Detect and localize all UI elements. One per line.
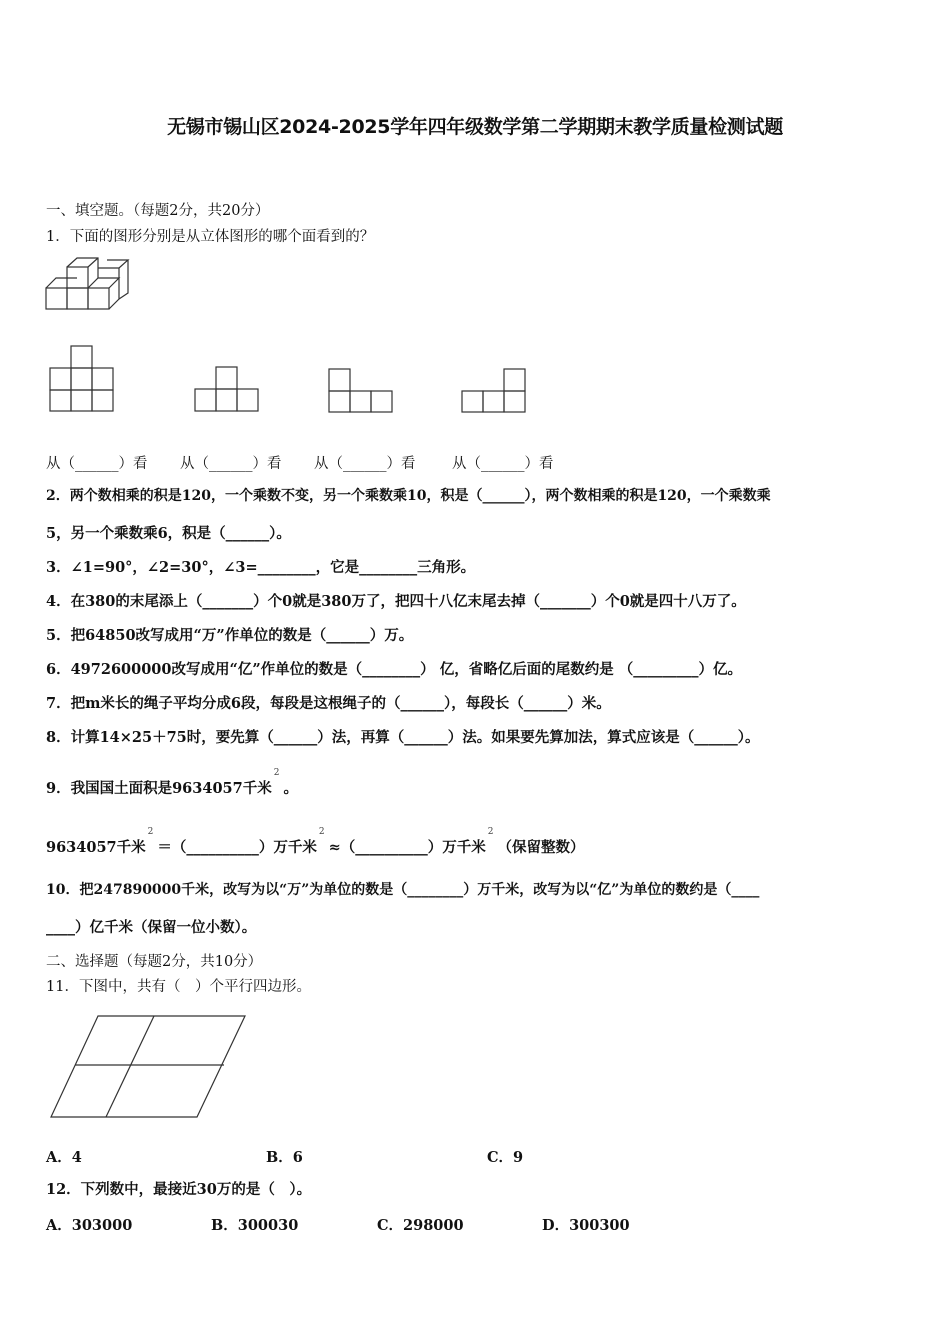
question-1: 1．下面的图形分别是从立体图形的哪个面看到的？ (46, 229, 375, 245)
question-2-line-2: 5，另一个乘数乘6，积是（______）。 (46, 525, 291, 542)
q9-line2-c: ≈（__________）万千米 (328, 838, 486, 856)
question-3: 3．∠1=90°，∠2=30°，∠3=________，它是________三角形。 (46, 559, 476, 576)
question-8: 8．计算14×25＋75时，要先算（______）法，再算（______）法。如果要先算加法，算式应该是（______）。 (46, 729, 760, 746)
q9-text: 9．我国国土面积是9634057千米 (46, 779, 272, 797)
q9-line2-sup-3: 2 (487, 827, 494, 837)
question-10-line-2: ____）亿千米（保留一位小数）。 (46, 919, 257, 936)
view-answer-3: 从（______）看 (314, 456, 416, 472)
question-9 (46, 768, 298, 799)
question-7: 7．把m米长的绳子平均分成6段，每段是这根绳子的（______），每段长（______）米。 (46, 695, 611, 712)
question-10-line-1: 10．把247890000千米，改写为以“万”为单位的数是（________）万千米，改写为以“亿”为单位的数约是（____ (46, 882, 760, 898)
q12-option-c[interactable]: C．298000 (377, 1217, 464, 1234)
q11-option-a[interactable]: A．4 (46, 1149, 82, 1166)
question-11: 11．下图中，共有（ ）个平行四边形。 (46, 979, 311, 995)
question-5: 5．把64850改写成用“万”作单位的数是（______）万。 (46, 627, 414, 644)
section-2-heading: 二、选择题（每题2分，共10分） (46, 954, 263, 970)
view-answer-4: 从（______）看 (452, 456, 554, 472)
q9-line2-b: ＝（__________）万千米 (157, 838, 317, 856)
cube-solid-figure (46, 258, 128, 312)
q9-line2-sup-2: 2 (318, 827, 325, 837)
q9-superscript: 2 (273, 768, 280, 778)
question-6: 6．4972600000改写成用“亿”作单位的数是（________） 亿，省略亿后面的尾数约是 （_________）亿。 (46, 661, 743, 678)
question-2-line-1: 2．两个数相乘的积是120，一个乘数不变，另一个乘数乘10，积是（______），两个数相乘的积是120，一个乘数乘 (46, 488, 771, 504)
question-4: 4．在380的末尾添上（_______）个0就是380万了，把四十八亿末尾去掉（_______）个0就是四十八万了。 (46, 593, 746, 610)
q11-option-b[interactable]: B．6 (266, 1149, 303, 1166)
q9-line2-a: 9634057千米 (46, 838, 146, 856)
question-12: 12．下列数中，最接近30万的是（ ）。 (46, 1181, 312, 1198)
view-figure-1 (50, 346, 116, 412)
q9-line2-d: （保留整数） (497, 838, 585, 856)
q11-option-c[interactable]: C．9 (487, 1149, 524, 1166)
q12-option-a[interactable]: A．303000 (46, 1217, 133, 1234)
view-figure-4 (462, 369, 528, 414)
parallelogram-figure (50, 1015, 250, 1119)
view-answer-2: 从（______）看 (180, 456, 282, 472)
view-figure-2 (195, 367, 261, 412)
section-1-heading: 一、填空题。（每题2分，共20分） (46, 203, 270, 219)
q12-option-b[interactable]: B．300030 (211, 1217, 299, 1234)
q12-option-d[interactable]: D．300300 (542, 1217, 630, 1234)
q9-line2-sup-1: 2 (147, 827, 154, 837)
question-9-conversion (46, 827, 585, 858)
page-title: 无锡市锡山区2024-2025学年四年级数学第二学期期末教学质量检测试题 (167, 116, 783, 138)
view-figure-3 (329, 369, 395, 414)
view-answer-1: 从（______）看 (46, 456, 148, 472)
q9-end: 。 (283, 779, 298, 797)
